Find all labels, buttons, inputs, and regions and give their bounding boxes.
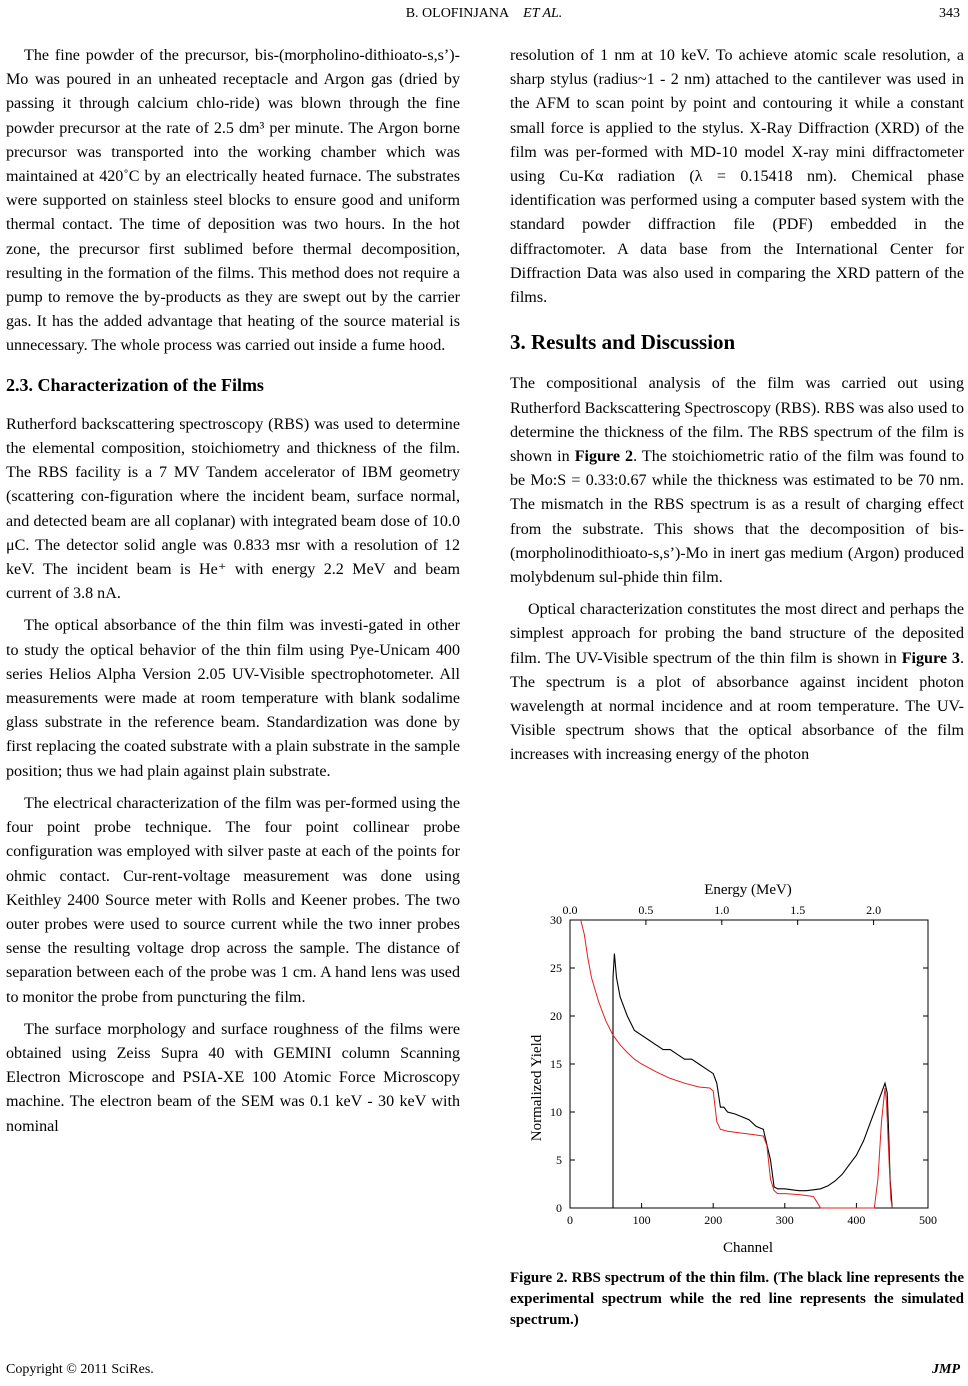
x-tick-label: 200 [704, 1213, 723, 1227]
y-tick-label: 20 [550, 1009, 562, 1023]
x-tick-label: 500 [919, 1213, 937, 1227]
figure-2-caption: Figure 2. RBS spectrum of the thin film. (The black line represents the experimental spectrum while the red line represents the simulated spectrum.) [510, 1270, 964, 1328]
y-tick-label: 25 [550, 961, 562, 975]
y-axis-label: Normalized Yield [529, 1034, 545, 1142]
x-tick-label: 300 [775, 1213, 794, 1227]
footer-journal: JMP [932, 1362, 960, 1377]
running-header [0, 6, 968, 26]
footer-copyright: Copyright © 2011 SciRes. [6, 1362, 154, 1377]
right-column [510, 44, 964, 776]
paragraph-xrd: resolution of 1 nm at 10 keV. To achieve atomic scale resolution, a sharp stylus (radius~1 - 2 nm) attached to the cantilever was used in the AFM to scan point by point and contouring it while a constant small force is applied to the stylus. X-Ray Diffraction (XRD) of the film was per-formed with MD-10 model X-ray mini diffractometer using Cu-Kα radiation (λ = 0.15418 nm). Chemical phase identification was performed using a computer based system with the standard powder diffraction file (PDF) embedded in the diffractomoter. A data base from the International Center for Diffraction Data was also used in comparing the XRD pattern of the films. [510, 47, 964, 307]
left-column [6, 44, 460, 1147]
figure-2-reference: Figure 2 [574, 448, 634, 466]
section-heading-2-3: 2.3. Characterization of the Films [6, 374, 264, 395]
y-tick-label: 10 [550, 1105, 562, 1119]
rbs-results-text-a: The compositional analysis of the film was carried out using Rutherford Backscattering Spectroscopy (RBS). RBS was also used to determine the thickness of the film. The RBS spectrum of the film is shown in [510, 375, 964, 466]
running-header-authors [0, 6, 968, 22]
top-axis-label: Energy (MeV) [704, 882, 792, 898]
top-tick-label: 1.5 [790, 903, 806, 917]
plot-frame [570, 920, 928, 1208]
paragraph-rbs-results [510, 372, 964, 590]
header-authors-plain: B. OLOFINJANA [405, 6, 510, 21]
top-tick-label: 1.0 [714, 903, 730, 917]
optical-results-text-a: Optical characterization constitutes the most direct and perhaps the simplest approach for probing the band structure of the deposited film. The UV-Visible spectrum of the thin film is shown in [510, 601, 964, 667]
series-simulated-line [581, 920, 893, 1208]
x-axis-label: Channel [723, 1240, 773, 1256]
x-tick-label: 100 [632, 1213, 651, 1227]
rbs-chart-svg [510, 878, 964, 1258]
optical-results-text-b: . The spectrum is a plot of absorbance against incident photon wavelength at normal incidence and at room temperature. The UV-Visible spectrum shows that the optical absorbance of the film increases with increasing energy of the photon [510, 649, 964, 764]
figure-3-reference: Figure 3 [901, 649, 960, 667]
figure-2-rbs-chart [510, 878, 964, 1258]
paragraph-electrical-method: The electrical characterization of the film was per-formed using the four point probe technique. The four point collinear probe configuration was employed with silver paste at each of the points for ohmic contact. Cur-rent-voltage measurement was done using Keithley 2400 Source meter with Rolls and Keener probes. The two outer probes were used to source current while the two inner probes sense the resulting voltage drop across the sample. The distance of separation between each of the probe was 1 cm. A hand lens was used to monitor the probe from puncturing the film. [6, 794, 460, 1006]
y-tick-label: 5 [556, 1153, 562, 1167]
x-tick-label: 400 [847, 1213, 866, 1227]
paragraph-rbs-method: Rutherford backscattering spectroscopy (RBS) was used to determine the elemental composition, stoichiometry and thickness of the film. The RBS facility is a 7 MV Tandem accelerator of IBM geometry (scattering con-figuration where the incident beam, surface normal, and detected beam are all coplanar) with integrated beam dose of 10.0 μC. The detector solid angle was 0.833 msr with a resolution of 12 keV. The incident beam is He⁺ with energy 2.2 MeV and beam current of 3.8 nA. [6, 415, 460, 603]
top-tick-label: 0.0 [562, 903, 578, 917]
series-experimental-line [613, 954, 892, 1208]
x-tick-label: 0 [567, 1213, 573, 1227]
section-heading-3: 3. Results and Discussion [510, 330, 736, 355]
top-tick-label: 2.0 [866, 903, 882, 917]
paragraph-optical-results [510, 598, 964, 767]
paragraph-precursor: The fine powder of the precursor, bis-(morpholino-dithioato-s,s’)-Mo was poured in an unheated receptacle and Argon gas (dried by passing it through calcium chlo-ride) was blown through the fine powder precursor at the rate of 2.5 dm³ per minute. The Argon borne precursor was transported into the working chamber which was maintained at 420˚C by an electrically heated furnace. The substrates were supported on stainless steel blocks to ensure good and uniform thermal contact. The time of deposition was two hours. In the hot zone, the precursor first sublimed before thermal decomposition, resulting in the formation of the films. This method does not require a pump to remove the by-products as they are swept out by the carrier gas. It has the added advantage that heating of the source material is unnecessary. The whole process was carried out inside a fume hood. [6, 47, 460, 355]
page-number: 343 [939, 6, 960, 21]
y-tick-label: 0 [556, 1201, 562, 1215]
y-tick-label: 30 [550, 913, 562, 927]
paragraph-optical-method: The optical absorbance of the thin film was investi-gated in other to study the optical behavior of the thin film using Pye-Unicam 400 series Helios Alpha Version 2.05 UV-Visible spectrophotometer. All measurements were made at room temperature with blank sodalime glass substrate in the reference beam. Standardization was done by first replacing the coated substrate with a plain substrate in the sample position; thus we had plain against plain substrate. [6, 617, 460, 780]
header-authors-italic: ET AL. [523, 6, 563, 21]
paragraph-morphology-method: The surface morphology and surface roughness of the films were obtained using Zeiss Supra 40 with GEMINI column Scanning Electron Microscope and PSIA-XE 100 Atomic Force Microscopy machine. The electron beam of the SEM was 0.1 keV - 30 keV with nominal [6, 1020, 460, 1135]
chart-layer [550, 903, 937, 1227]
top-tick-label: 0.5 [638, 903, 654, 917]
rbs-results-text-b: . The stoichiometric ratio of the film was found to be Mo:S = 0.33:0.67 while the thickness was estimated to be 70 nm. The mismatch in the RBS spectrum is as a result of charging effect from the substrate. This shows that the decomposition of bis-(morpholinodithioato-s,s’)-Mo in inert gas medium (Argon) produced molybdenum sul-phide thin film. [510, 448, 965, 587]
y-tick-label: 15 [550, 1057, 562, 1071]
